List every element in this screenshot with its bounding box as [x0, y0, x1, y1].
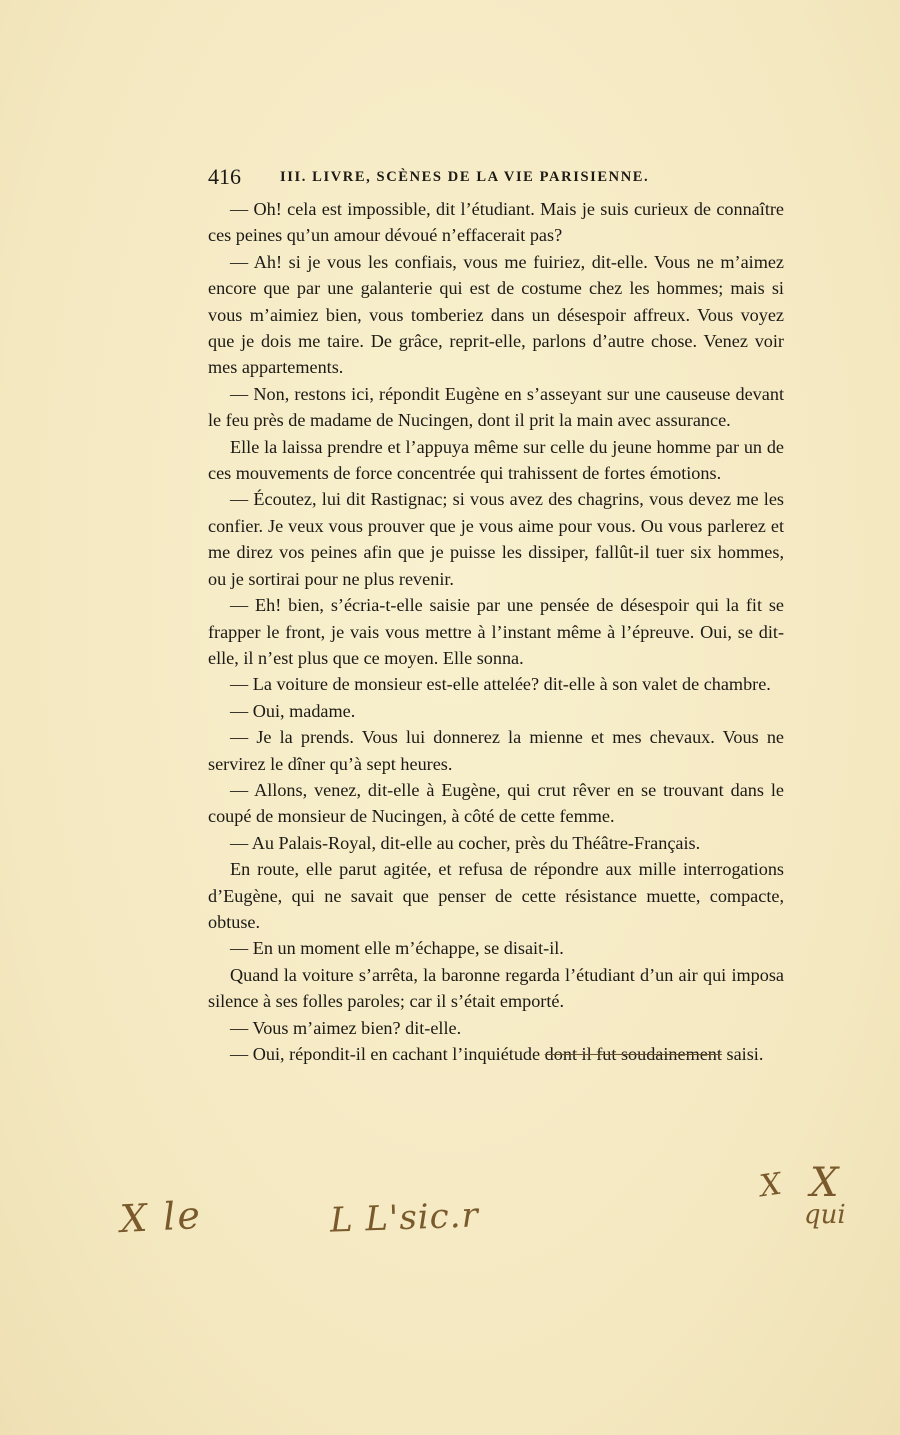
paragraph: Quand la voiture s’arrêta, la baronne regarda l’étudiant d’un air qui imposa silence à ses folles paroles; car il s’était emporté.: [208, 964, 784, 1012]
paragraph: — Au Palais-Royal, dit-elle au cocher, près du Théâtre-Français.: [230, 832, 701, 853]
running-head: III. LIVRE, SCÈNES DE LA VIE PARISIENNE.: [280, 169, 650, 185]
page-header: [208, 162, 786, 192]
page-number: 416: [208, 164, 241, 189]
paragraph: — La voiture de monsieur est-elle attelée? dit-elle à son valet de chambre.: [230, 674, 771, 695]
paragraph: — Non, restons ici, répondit Eugène en s’asseyant sur une causeuse devant le feu près de madame de Nucingen, dont il prit la main avec assurance.: [208, 383, 784, 431]
handwritten-annotation-middle: L L'sic.r: [329, 1195, 480, 1241]
handwritten-annotation-right-mark: X: [810, 1160, 839, 1206]
paragraph: — Oh! cela est impossible, dit l’étudiant. Mais je suis curieux de connaître ces peines qu’un amour dévoué n’effacerait pas?: [208, 199, 784, 246]
paragraph: — Oui, madame.: [230, 700, 356, 721]
last-paragraph-end: saisi.: [721, 1044, 764, 1064]
paragraph: En route, elle parut agitée, et refusa de répondre aux mille interrogations d’Eugène, qui ne savait que penser de cette résistance muette, compacte, obtuse.: [208, 859, 784, 932]
paragraph: — Ah! si je vous les confiais, vous me fuiriez, dit-elle. Vous ne m’aimez encore que par une galanterie qui est de costume chez les hommes; mais si vous m’aimiez bien, vous tomberiez dans un désespoir affreux. Vous voyez que je dois me taire. De grâce, reprit-elle, parlons d’autre chose. Venez voir mes appartements.: [208, 251, 784, 378]
paragraph: — Allons, venez, dit-elle à Eugène, qui crut rêver en se trouvant dans le coupé de monsieur de Nucingen, à côté de cette femme.: [208, 779, 784, 827]
paragraph: — Eh! bien, s’écria-t-elle saisie par une pensée de désespoir qui la fit se frapper le front, je vais vous mettre à l’instant même à l’épreuve. Oui, se dit-elle, il n’est plus que ce moyen. Elle sonna.: [208, 595, 784, 668]
paragraph: — En un moment elle m’échappe, se disait-il.: [230, 938, 564, 959]
last-paragraph: [208, 1041, 784, 1067]
handwritten-margin-mark: X: [757, 1166, 784, 1205]
paragraph: Elle la laissa prendre et l’appuya même sur celle du jeune homme par un de ces mouvements de force concentrée qui trahissent de fortes émotions.: [208, 436, 784, 484]
paragraph: — Écoutez, lui dit Rastignac; si vous avez des chagrins, vous devez me les confier. Je veux vous prouver que je vous aime pour vous. Ou vous parlerez et me direz vos peines afin que je puisse les dissiper, fallût-il tuer six hommes, ou je sortirai pour ne plus revenir.: [208, 489, 784, 589]
struck-text: dont il fut soudainement: [544, 1044, 722, 1064]
paragraph: — Je la prends. Vous lui donnerez la mienne et mes chevaux. Vous ne servirez le dîner qu’à sept heures.: [208, 727, 784, 774]
handwritten-annotation-right: qui: [804, 1200, 846, 1230]
paragraph: — Vous m’aimez bien? dit-elle.: [230, 1017, 462, 1038]
body-text: [208, 196, 784, 1067]
last-paragraph-start: — Oui, répondit-il en cachant l’inquiétude: [230, 1044, 545, 1064]
handwritten-annotation-left: X le: [118, 1192, 203, 1242]
